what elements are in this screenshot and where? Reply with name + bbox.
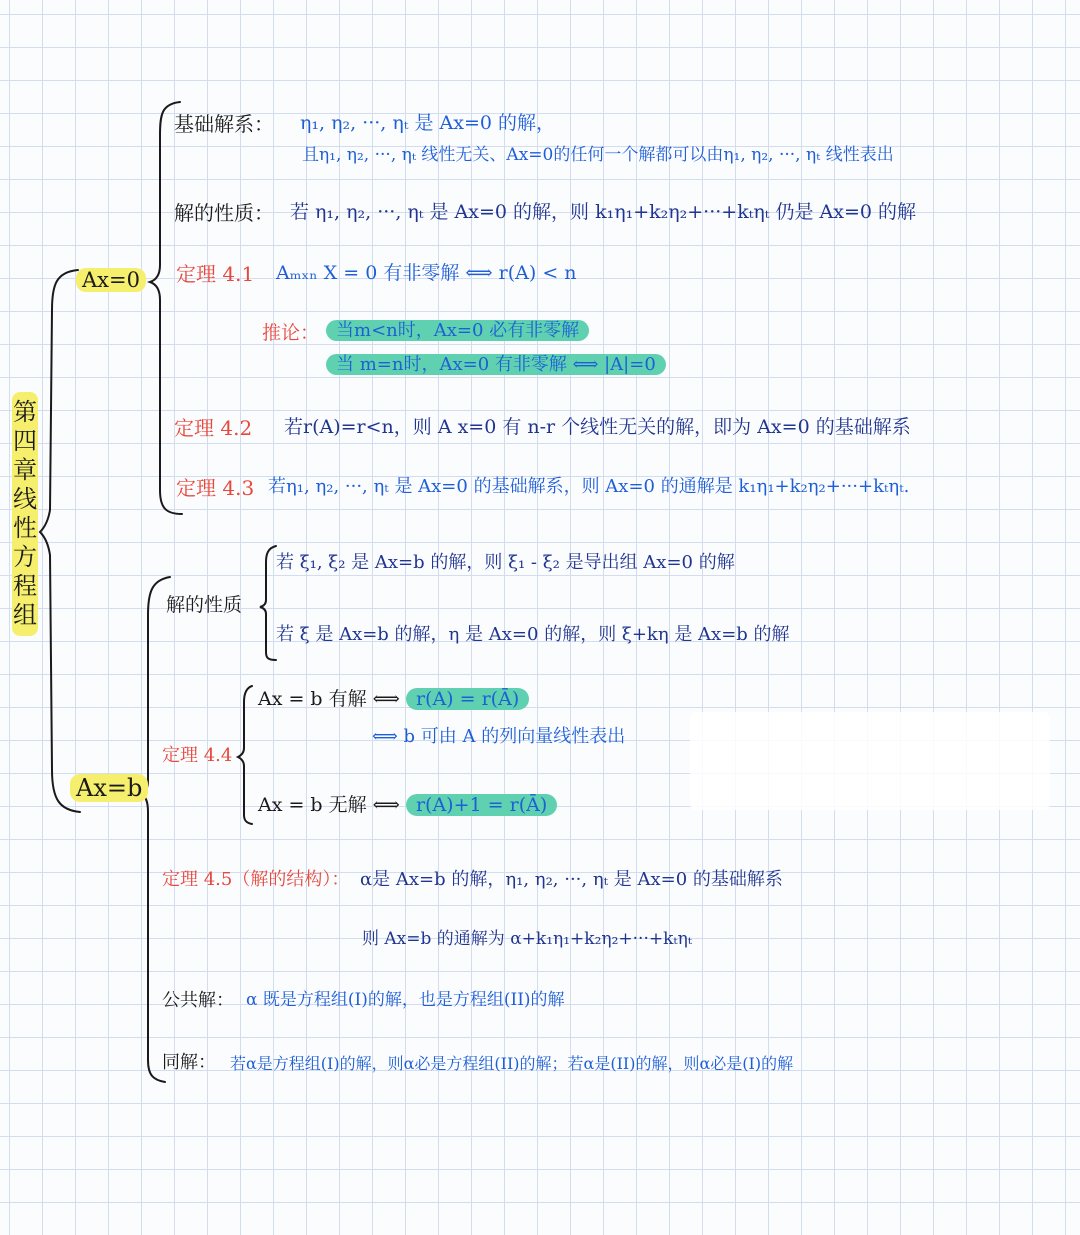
thm44-line2: ⟺ b 可由 A 的列向量线性表出	[372, 726, 626, 747]
property-text: 若 η₁, η₂, ···, ηₜ 是 Ax=0 的解，则 k₁η₁+k₂η₂+···+kₜηₜ 仍是 Ax=0 的解	[290, 201, 917, 223]
thm45-line2: 则 Ax=b 的通解为 α+k₁η₁+k₂η₂+···+kₜηₜ	[362, 929, 692, 949]
same-solution-text: 若α是方程组(I)的解，则α必是方程组(II)的解；若α是(II)的解，则α必是(I)的解	[230, 1054, 794, 1073]
blank-patch	[690, 712, 1050, 810]
thm44-label: 定理 4.4	[162, 745, 233, 766]
thm41-label: 定理 4.1	[176, 262, 255, 286]
thm43-label: 定理 4.3	[176, 476, 255, 500]
common-solution-title: 公共解：	[162, 990, 234, 1011]
thm45-label: 定理 4.5（解的结构）：	[162, 869, 350, 890]
corollary-line1: 当m<n时，Ax=0 必有非零解	[326, 320, 589, 342]
basis-title: 基础解系：	[174, 112, 274, 136]
nb-property-title: 解的性质	[166, 594, 243, 616]
thm44-line3: Ax = b 无解 ⟺ r(A)+1 = r(Ā)	[258, 794, 557, 817]
thm45-line1: α是 Ax=b 的解，η₁, η₂, ···, ηₜ 是 Ax=0 的基础解系	[360, 869, 783, 890]
thm42-text: 若r(A)=r<n，则 A x=0 有 n-r 个线性无关的解，即为 Ax=0 的基础解系	[284, 416, 911, 438]
nonhomogeneous-label: Ax=b	[70, 774, 148, 803]
common-solution-text: α 既是方程组(I)的解，也是方程组(II)的解	[246, 990, 565, 1010]
thm42-label: 定理 4.2	[174, 416, 253, 440]
basis-line1: η₁, η₂, ···, ηₜ 是 Ax=0 的解，	[300, 112, 555, 134]
thm43-text: 若η₁, η₂, ···, ηₜ 是 Ax=0 的基础解系，则 Ax=0 的通解是 k₁η₁+k₂η₂+···+kₜηₜ.	[268, 476, 910, 497]
thm41-text: Aₘₓₙ X = 0 有非零解 ⟺ r(A) < n	[276, 262, 577, 284]
main-brace	[40, 270, 80, 812]
corollary-line2: 当 m=n时，Ax=0 有非零解 ⟺ |A|=0	[326, 354, 666, 376]
property-brace	[260, 546, 276, 660]
basis-line2: 且η₁, η₂, ···, ηₜ 线性无关、Ax=0的任何一个解都可以由η₁, η₂, ···, ηₜ 线性表出	[302, 145, 894, 165]
same-solution-title: 同解：	[162, 1052, 216, 1073]
homogeneous-brace	[150, 102, 182, 514]
nb-property-line1: 若 ξ₁, ξ₂ 是 Ax=b 的解，则 ξ₁ - ξ₂ 是导出组 Ax=0 的解	[276, 552, 735, 573]
thm44-line1: Ax = b 有解 ⟺ r(A) = r(Ā)	[258, 688, 529, 711]
chapter-title: 第四章线性方程组	[12, 392, 38, 636]
corollary-label: 推论：	[262, 322, 320, 344]
nb-property-line2: 若 ξ 是 Ax=b 的解，η 是 Ax=0 的解，则 ξ+kη 是 Ax=b 的解	[276, 624, 790, 645]
thm44-brace	[238, 686, 252, 824]
property-title: 解的性质：	[174, 201, 274, 225]
homogeneous-label: Ax=0	[76, 268, 146, 293]
